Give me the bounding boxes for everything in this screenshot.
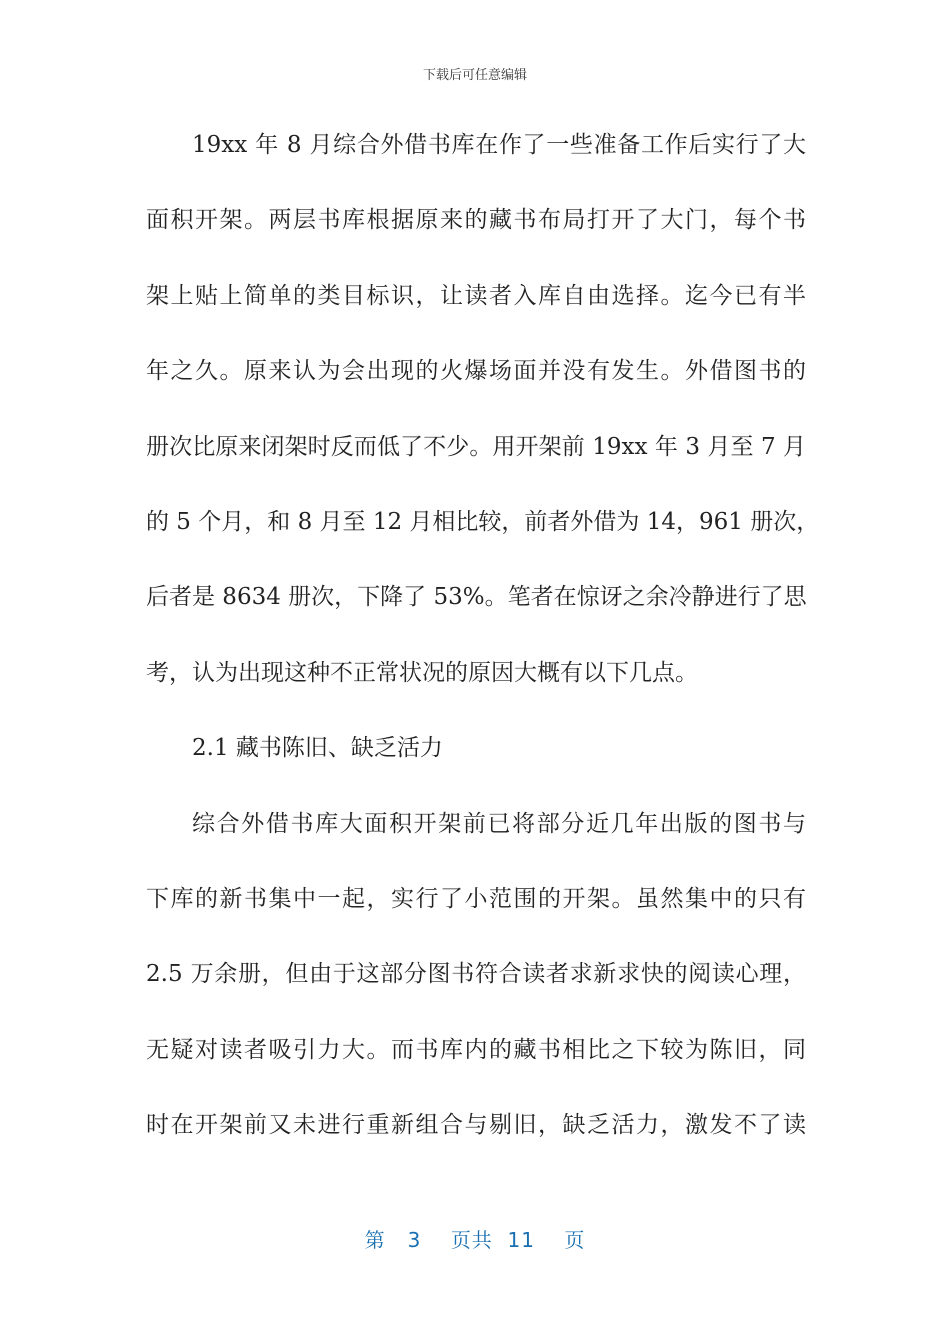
footer-suffix: 页 [564, 1228, 586, 1252]
text-line: 册次比原来闭架时反而低了不少。用开架前 19xx 年 3 月至 7 月 [146, 433, 806, 460]
text-line: 2.5 万余册，但由于这部分图书符合读者求新求快的阅读心理， [146, 961, 806, 988]
section-heading: 2.1 藏书陈旧、缺乏活力 [192, 735, 443, 762]
text-line: 考，认为出现这种不正常状况的原因大概有以下几点。 [146, 659, 698, 686]
text-line: 时在开架前又未进行重新组合与剔旧，缺乏活力，激发不了读 [146, 1112, 806, 1139]
text-line: 面积开架。两层书库根据原来的藏书布局打开了大门，每个书 [146, 207, 806, 234]
text-line: 综合外借书库大面积开架前已将部分近几年出版的图书与 [192, 810, 806, 837]
footer-total-pages: 11 [507, 1228, 535, 1252]
footer-middle: 页共 [450, 1228, 493, 1252]
text-line: 后者是 8634 册次，下降了 53%。笔者在惊讶之余冷静进行了思 [146, 584, 807, 611]
text-line: 19xx 年 8 月综合外借书库在作了一些准备工作后实行了大 [192, 132, 806, 158]
text-line: 架上贴上简单的类目标识，让读者入库自由选择。迄今已有半 [146, 282, 806, 309]
footer-prefix: 第 [364, 1228, 386, 1252]
page-header-note: 下载后可任意编辑 [422, 68, 527, 83]
text-line: 下库的新书集中一起，实行了小范围的开架。虽然集中的只有 [146, 885, 806, 912]
footer-current-page: 3 [407, 1228, 422, 1252]
text-line: 无疑对读者吸引力大。而书库内的藏书相比之下较为陈旧，同 [146, 1036, 806, 1063]
text-line: 的 5 个月，和 8 月至 12 月相比较，前者外借为 14，961 册次， [146, 508, 820, 535]
page-footer [0, 1224, 950, 1253]
text-line: 年之久。原来认为会出现的火爆场面并没有发生。外借图书的 [146, 358, 806, 385]
document-body [146, 124, 820, 1179]
